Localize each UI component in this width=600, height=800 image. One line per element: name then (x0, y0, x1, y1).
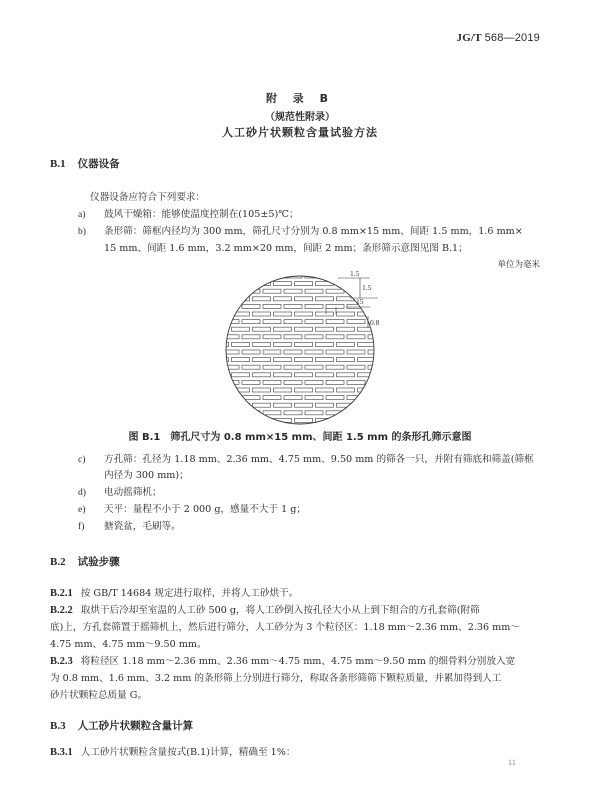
sieve-slot (242, 365, 260, 369)
sieve-slot (295, 388, 313, 392)
sieve-slot (200, 365, 218, 369)
annex-title: 人工砂片状颗粒含量试验方法 (222, 126, 378, 139)
section-title: 仪器设备 (77, 158, 120, 170)
sieve-slot (232, 388, 250, 392)
sieve-slot (337, 358, 355, 362)
sieve-slot (316, 388, 334, 392)
sieve-slot (242, 304, 260, 308)
sieve-slot (326, 289, 344, 293)
sieve-slot (263, 304, 281, 308)
sieve-slot (379, 388, 397, 392)
sieve-slot (295, 373, 313, 377)
sieve-slot (295, 312, 313, 316)
sieve-slot (347, 365, 365, 369)
sieve-slot (263, 274, 281, 278)
sieve-slot (379, 327, 397, 331)
sieve-slot (295, 297, 313, 301)
sieve-slot (379, 403, 397, 407)
sieve-slot (358, 342, 376, 346)
sieve-slot (253, 373, 271, 377)
sieve-slot (253, 297, 271, 301)
sieve-slot (263, 411, 281, 415)
sieve-slot (211, 418, 229, 422)
sieve-slot (337, 418, 355, 422)
list-item-d (78, 485, 162, 501)
sieve-slot (295, 358, 313, 362)
sieve-slot (368, 335, 386, 339)
sieve-slot (284, 304, 302, 308)
sieve-slot (305, 335, 323, 339)
sieve-slot (200, 274, 218, 278)
sieve-slot (368, 304, 386, 308)
slotted-sieve-figure (200, 270, 400, 430)
sieve-slot (368, 396, 386, 400)
sieve-slot (200, 396, 218, 400)
sieve-slot (200, 282, 208, 286)
sieve-slot (284, 380, 302, 384)
sieve-slot (326, 304, 344, 308)
sieve-slot (389, 350, 400, 354)
sieve-slot (211, 327, 229, 331)
sieve-slot (253, 312, 271, 316)
sieve-slot (242, 380, 260, 384)
sieve-slot (295, 327, 313, 331)
sieve-slot (358, 312, 376, 316)
sieve-slot (368, 350, 386, 354)
sieve-slot (263, 350, 281, 354)
item-label: a) (78, 209, 86, 220)
clause-text-continued: 为 0.8 mm、1.6 mm、3.2 mm 的条形筛上分别进行筛分，称取各条形筛筛下颗粒质量，并累加得到人工 (50, 673, 502, 684)
sieve-slot (368, 411, 386, 415)
sieve-slot (400, 282, 401, 286)
sieve-slot (200, 350, 218, 354)
sieve-slot (305, 411, 323, 415)
standard-prefix: JG/T (456, 32, 482, 44)
sieve-slot (253, 358, 271, 362)
sieve-slot (316, 312, 334, 316)
sieve-slot (200, 380, 218, 384)
sieve-slot (284, 350, 302, 354)
clause-b2-3 (50, 653, 515, 670)
sieve-slot (200, 342, 208, 346)
sieve-slot (200, 304, 218, 308)
item-text: 天平：量程不小于 2 000 g，感量不大于 1 g； (104, 504, 306, 515)
sieve-slot (379, 312, 397, 316)
sieve-slot (211, 312, 229, 316)
item-label: d) (78, 487, 86, 498)
sieve-slot (400, 358, 401, 362)
sieve-slot (389, 396, 400, 400)
sieve-slot (305, 365, 323, 369)
clause-text-continued: 底)上，方孔套筛置于摇筛机上，然后进行筛分，人工砂分为 3 个粒径区：1.18 mm～2.36 mm、2.36 mm～ (50, 622, 520, 633)
sieve-slot (211, 403, 229, 407)
sieve-slot (200, 411, 218, 415)
sieve-slot (316, 373, 334, 377)
sieve-slot (337, 327, 355, 331)
sieve-slot (389, 365, 400, 369)
sieve-slot (400, 312, 401, 316)
sieve-slot (400, 403, 401, 407)
sieve-slot (379, 373, 397, 377)
section-number: B.1 (50, 158, 66, 170)
sieve-slot (232, 418, 250, 422)
sieve-slot (221, 411, 239, 415)
sieve-slot (368, 274, 386, 278)
clause-b2-1 (50, 585, 298, 602)
sieve-slot (284, 396, 302, 400)
sieve-slot (263, 335, 281, 339)
sieve-slot (274, 282, 292, 286)
sieve-slot (200, 327, 208, 331)
section-title: 试验步骤 (77, 556, 120, 568)
standard-number: 568—2019 (484, 32, 540, 44)
list-item-f (78, 519, 181, 535)
sieve-slot (242, 411, 260, 415)
annex-label: 附 录 B (265, 92, 335, 105)
sieve-slot (221, 396, 239, 400)
sieve-slot (242, 335, 260, 339)
sieve-slot (263, 320, 281, 324)
sieve-slot (316, 282, 334, 286)
sieve-slot (316, 342, 334, 346)
sieve-slot (200, 289, 218, 293)
section-number: B.2 (50, 556, 66, 568)
item-label: e) (78, 504, 86, 515)
sieve-slot (221, 274, 239, 278)
sieve-slot (389, 304, 400, 308)
sieve-slot (326, 320, 344, 324)
section-number: B.3 (50, 720, 66, 732)
sieve-slot (284, 320, 302, 324)
sieve-slot (379, 342, 397, 346)
sieve-slot (358, 373, 376, 377)
sieve-slot (263, 380, 281, 384)
figure-caption: 图 B.1 筛孔尺寸为 0.8 mm×15 mm、间距 1.5 mm 的条形孔筛示意图 (128, 432, 472, 443)
sieve-slot (379, 282, 397, 286)
sieve-slot (389, 335, 400, 339)
sieve-slot (232, 403, 250, 407)
sieve-slot (316, 297, 334, 301)
clause-b3-1 (50, 744, 295, 761)
sieve-slot (284, 335, 302, 339)
sieve-slot (263, 289, 281, 293)
unit-note: 单位为毫米 (497, 260, 540, 270)
sieve-slot (389, 289, 400, 293)
sieve-slot (211, 282, 229, 286)
sieve-slot (274, 388, 292, 392)
sieve-slot (232, 327, 250, 331)
clause-number: B.2.1 (50, 588, 73, 599)
sieve-slot (284, 411, 302, 415)
sieve-slot (326, 365, 344, 369)
intro-text: 仪器设备应符合下列要求： (90, 192, 206, 203)
sieve-slot (337, 403, 355, 407)
sieve-slot (253, 418, 271, 422)
sieve-slot (326, 396, 344, 400)
sieve-slot (200, 418, 208, 422)
sieve-slot (400, 418, 401, 422)
sieve-slot (347, 380, 365, 384)
sieve-slot (337, 282, 355, 286)
sieve-slot (253, 327, 271, 331)
clause-text: 人工砂片状颗粒含量按式(B.1)计算，精确至 1%： (80, 747, 296, 758)
sieve-slot (232, 358, 250, 362)
sieve-slot (200, 320, 218, 324)
item-label: c) (78, 454, 86, 465)
item-text: 搪瓷盆，毛刷等。 (104, 521, 181, 532)
clause-text: 取烘干后冷却至室温的人工砂 500 g，将人工砂倒入按孔径大小从上到下组合的方孔套筛(附筛 (80, 605, 480, 616)
sieve-slot (305, 320, 323, 324)
sieve-slot (221, 350, 239, 354)
sieve-slot (200, 358, 208, 362)
sieve-slot (253, 342, 271, 346)
sieve-slot (295, 403, 313, 407)
sieve-slot (221, 365, 239, 369)
sieve-slot (221, 320, 239, 324)
sieve-slot (316, 403, 334, 407)
sieve-slot (263, 365, 281, 369)
sieve-slot (379, 418, 397, 422)
clause-number: B.2.2 (50, 605, 73, 616)
sieve-slot (389, 411, 400, 415)
sieve-slot (358, 327, 376, 331)
sieve-slot (274, 373, 292, 377)
sieve-slot (274, 342, 292, 346)
sieve-slot (347, 335, 365, 339)
item-text: 条形筛：筛框内径均为 300 mm，筛孔尺寸分别为 0.8 mm×15 mm、间距 1.5 mm，1.6 mm× (104, 226, 523, 237)
sieve-slot (337, 342, 355, 346)
item-text: 鼓风干燥箱：能够使温度控制在(105±5)℃； (104, 209, 299, 220)
sieve-slot (400, 297, 401, 301)
clause-b2-2 (50, 602, 480, 619)
sieve-slot (326, 274, 344, 278)
list-item-b (78, 224, 523, 240)
sieve-slot (347, 350, 365, 354)
sieve-slot (200, 388, 208, 392)
sieve-slot (253, 403, 271, 407)
sieve-slot (242, 320, 260, 324)
sieve-slot (232, 342, 250, 346)
sieve-slot (232, 373, 250, 377)
sieve-slot (337, 312, 355, 316)
sieve-slot (389, 274, 400, 278)
sieve-slot (305, 350, 323, 354)
item-text-continued: 15 mm、间距 1.6 mm，3.2 mm×20 mm，间距 2 mm；条形筛示意图见图 B.1； (104, 243, 468, 254)
sieve-slot (284, 289, 302, 293)
sieve-slot (295, 418, 313, 422)
list-item-c (78, 452, 534, 468)
clause-text-continued: 砂片状颗粒总质量 G。 (50, 690, 148, 701)
sieve-slot (337, 373, 355, 377)
sieve-slot (295, 282, 313, 286)
sieve-slot (358, 403, 376, 407)
sieve-slot (263, 396, 281, 400)
sieve-slot (379, 358, 397, 362)
dimension-label: 0.8 (370, 318, 380, 327)
sieve-slots (200, 274, 400, 430)
sieve-slot (274, 327, 292, 331)
sieve-slot (368, 365, 386, 369)
sieve-slot (400, 388, 401, 392)
sieve-slot (326, 350, 344, 354)
sieve-slot (305, 289, 323, 293)
sieve-slot (358, 418, 376, 422)
sieve-slot (347, 320, 365, 324)
sieve-slot (274, 403, 292, 407)
sieve-slot (242, 274, 260, 278)
clause-text-continued: 4.75 mm、4.75 mm～9.50 mm。 (50, 639, 207, 650)
sieve-slot (358, 388, 376, 392)
sieve-slot (305, 380, 323, 384)
dimension-label: 15 (356, 297, 364, 306)
sieve-slot (400, 327, 401, 331)
item-label: f) (78, 521, 85, 532)
sieve-slot (253, 388, 271, 392)
sieve-slot (305, 396, 323, 400)
section-heading-b3 (50, 718, 193, 733)
sieve-slot (221, 304, 239, 308)
sieve-slot (368, 380, 386, 384)
standard-code (457, 32, 540, 44)
sieve-slot (200, 335, 218, 339)
section-heading-b2 (50, 554, 120, 569)
section-heading-b1 (50, 156, 120, 171)
sieve-slot (389, 320, 400, 324)
sieve-slot (389, 380, 400, 384)
sieve-slot (200, 403, 208, 407)
sieve-slot (200, 297, 208, 301)
sieve-slot (400, 373, 401, 377)
sieve-slot (200, 373, 208, 377)
sieve-slot (326, 335, 344, 339)
item-text: 电动摇筛机； (104, 487, 162, 498)
sieve-slot (400, 342, 401, 346)
item-text-continued: 内径为 300 mm)； (104, 470, 189, 481)
item-label: b) (78, 226, 86, 237)
list-item-e (78, 502, 306, 518)
sieve-slot (221, 289, 239, 293)
annex-nature: （规范性附录） (265, 112, 335, 123)
list-item-a (78, 207, 299, 223)
sieve-slot (316, 327, 334, 331)
sieve-slot (211, 373, 229, 377)
dimension-label: 1.5 (362, 283, 372, 292)
sieve-slot (379, 297, 397, 301)
sieve-slot (284, 365, 302, 369)
item-text: 方孔筛：孔径为 1.18 mm、2.36 mm、4.75 mm、9.50 mm 的筛各一只，并附有筛底和筛盖(筛框 (104, 454, 534, 465)
sieve-slot (200, 312, 208, 316)
sieve-slot (211, 388, 229, 392)
page-number: 11 (507, 757, 516, 767)
clause-text: 按 GB/T 14684 规定进行取样，并将人工砂烘干。 (80, 588, 299, 599)
clause-number: B.2.3 (50, 656, 73, 667)
sieve-slot (221, 380, 239, 384)
sieve-slot (337, 388, 355, 392)
sieve-slot (295, 342, 313, 346)
sieve-slot (211, 358, 229, 362)
sieve-slot (326, 380, 344, 384)
sieve-slot (211, 297, 229, 301)
sieve-slot (242, 350, 260, 354)
sieve-slot (232, 282, 250, 286)
clause-text: 将粒径区 1.18 mm～2.36 mm、2.36 mm～4.75 mm、4.75 mm～9.50 mm 的细骨料分别放入宽 (80, 656, 516, 667)
sieve-slot (274, 297, 292, 301)
sieve-slot (221, 335, 239, 339)
sieve-slot (347, 411, 365, 415)
sieve-slot (305, 304, 323, 308)
section-title: 人工砂片状颗粒含量计算 (77, 720, 194, 732)
dimension-label: 1.5 (350, 270, 360, 278)
clause-number: B.3.1 (50, 747, 73, 758)
sieve-slot (316, 358, 334, 362)
sieve-slot (274, 358, 292, 362)
sieve-slot (274, 312, 292, 316)
